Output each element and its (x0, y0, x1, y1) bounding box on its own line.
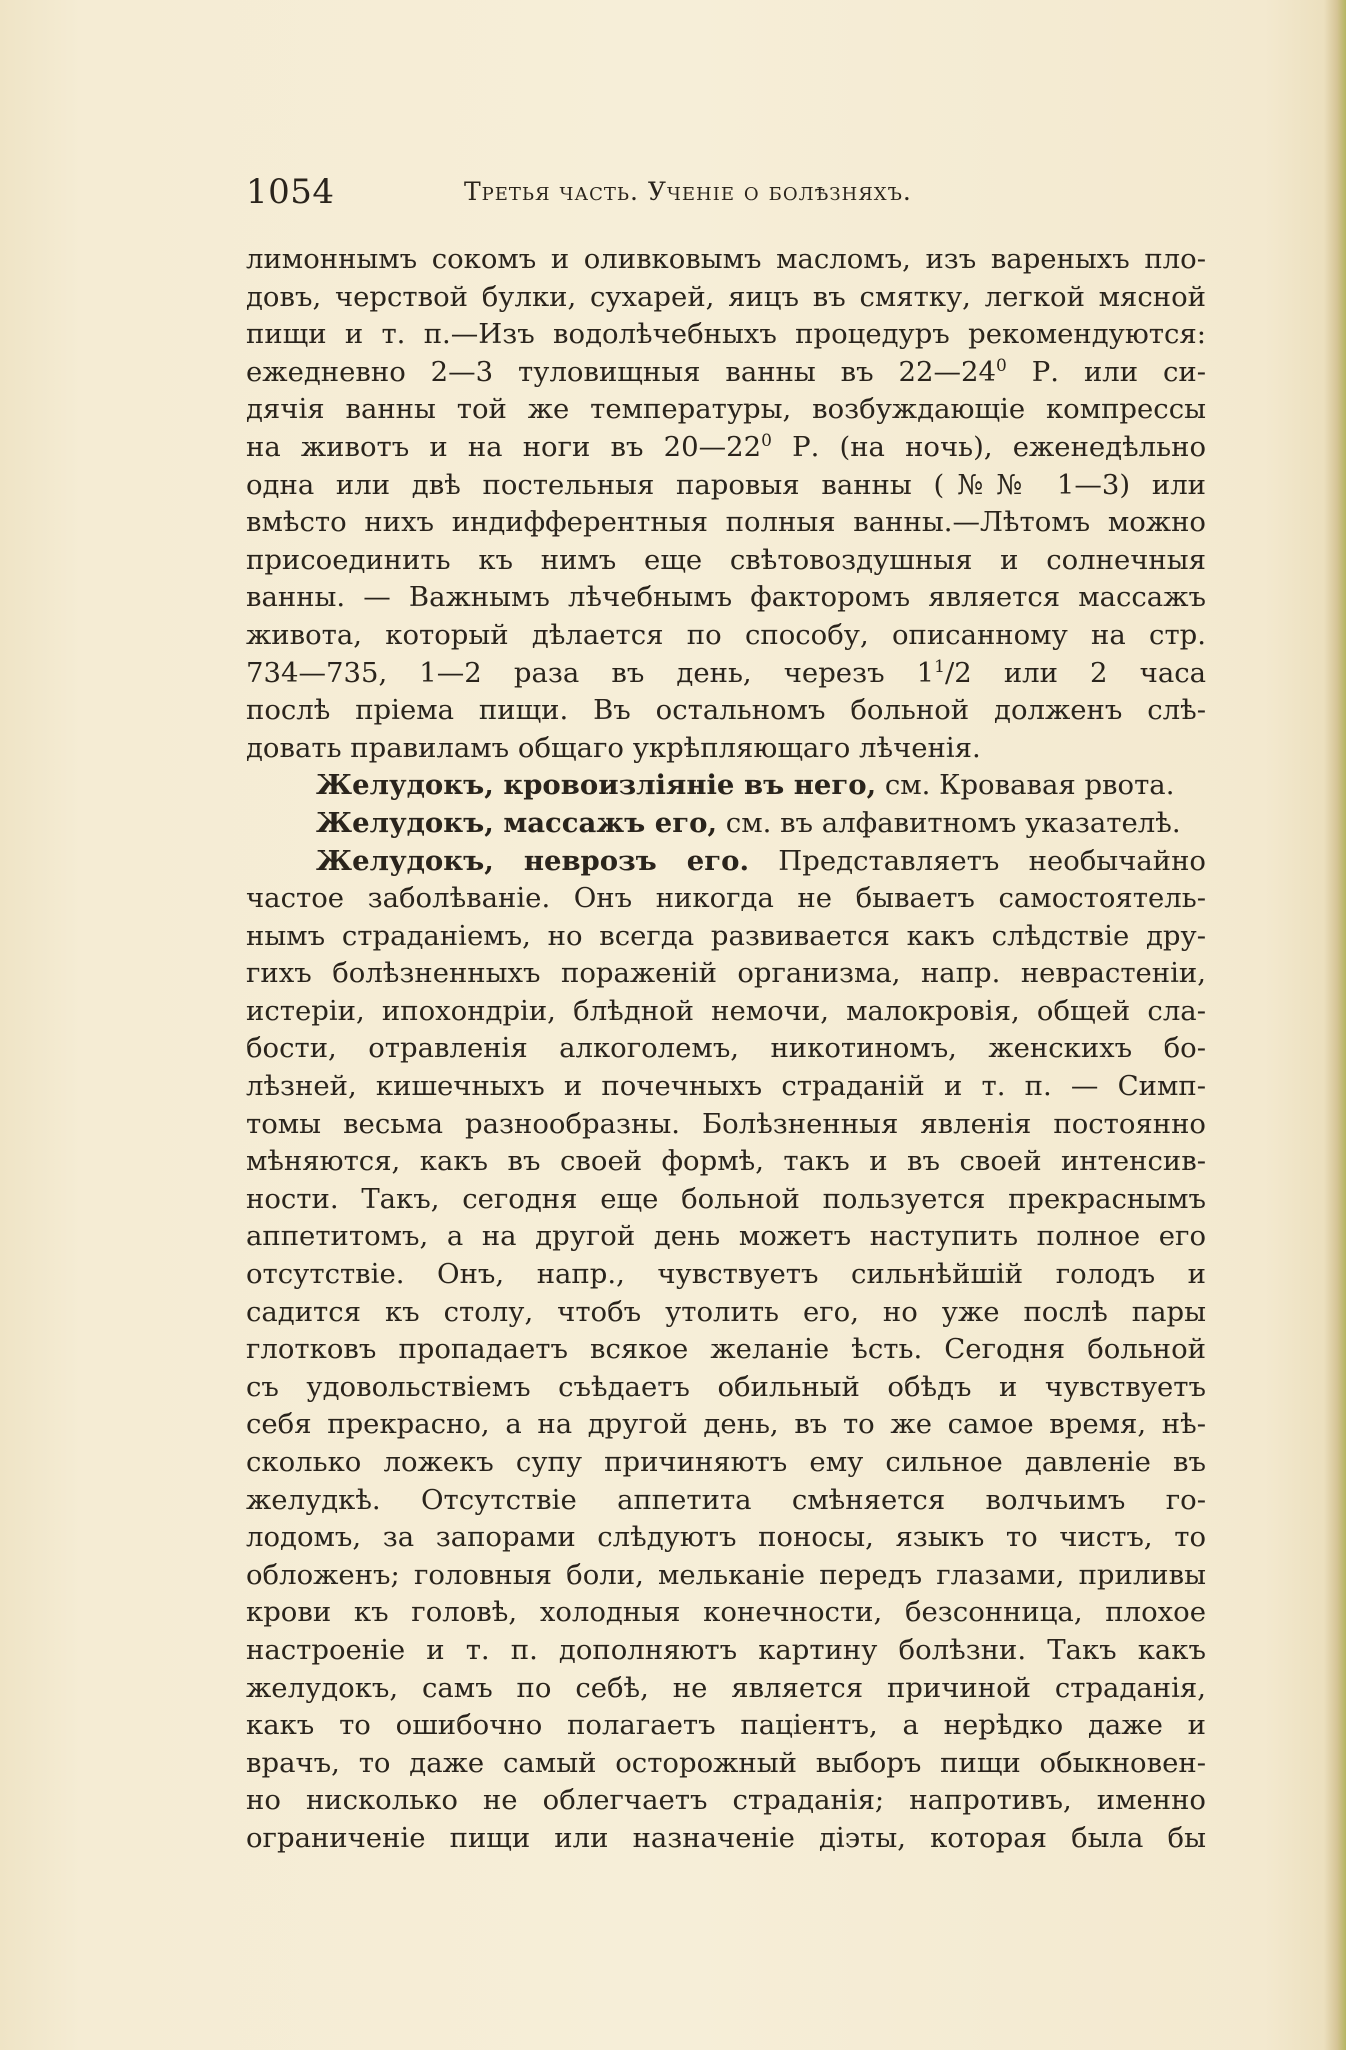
text-span: садится къ столу, чтобъ утолить его, но уже послѣ пары (246, 1295, 1206, 1328)
text-line (246, 1143, 1206, 1181)
text-span: бости, отравленія алкоголемъ, никотиномъ, женскихъ бо- (246, 1032, 1206, 1065)
text-line (246, 354, 1206, 392)
text-line (246, 993, 1206, 1031)
superscript: 0 (996, 355, 1007, 376)
text-span: настроеніе и т. п. дополняютъ картину болѣзни. Такъ какъ (246, 1633, 1206, 1666)
text-line (246, 955, 1206, 993)
text-span: на животъ и на ноги въ 20—22 (246, 430, 762, 463)
text-span: глотковъ пропадаетъ всякое желаніе ѣсть. Сегодня больной (246, 1333, 1206, 1366)
text-span: довъ, черствой булки, сухарей, яицъ въ смятку, легкой мясной (246, 280, 1206, 313)
text-span: Р. или си- (1006, 355, 1206, 388)
text-span: лѣзней, кишечныхъ и почечныхъ страданій и т. п. — Симп- (246, 1070, 1206, 1103)
text-span: сколько ложекъ супу причиняютъ ему сильное давленіе въ (246, 1446, 1206, 1478)
text-line (246, 1482, 1206, 1520)
text-line (246, 579, 1206, 617)
text-span: см. въ алфавитномъ указателѣ. (717, 806, 1181, 839)
text-span: присоединить къ нимъ еще свѣтовоздушныя и солнечныя (246, 543, 1206, 576)
text-line (246, 692, 1206, 730)
text-span: живота, который дѣлается по способу, описанному на стр. (246, 618, 1206, 651)
text-span: Р. (на ночь), еженедѣльно (771, 430, 1207, 463)
text-line (246, 1181, 1206, 1219)
text-line (246, 1331, 1206, 1369)
text-span: одна или двѣ постельныя паровыя ванны (№№ 1—3) или (246, 468, 1206, 501)
entry-line (246, 805, 1206, 843)
text-line (246, 241, 1206, 279)
text-line (246, 1782, 1206, 1820)
text-span: лимоннымъ сокомъ и оливковымъ масломъ, изъ вареныхъ пло- (246, 243, 1206, 275)
text-span: обложенъ; головныя боли, мельканіе передъ глазами, приливы (246, 1558, 1206, 1591)
text-line (246, 1594, 1206, 1632)
text-span: Представляетъ необычайно (749, 844, 1206, 877)
text-span: частое заболѣваніе. Онъ никогда не бываетъ самостоятель- (246, 882, 1206, 915)
text-line (246, 730, 1206, 768)
text-line (246, 1068, 1206, 1106)
text-span: вмѣсто нихъ индифферентныя полныя ванны.—Лѣтомъ можно (246, 506, 1206, 539)
text-span: крови къ головѣ, холодныя конечности, безсонница, плохое (246, 1596, 1206, 1629)
page-number: 1054 (246, 172, 335, 212)
text-line (246, 316, 1206, 354)
text-span: какъ то ошибочно полагаетъ паціентъ, а нерѣдко даже и (246, 1709, 1206, 1742)
text-span: ности. Такъ, сегодня еще больной пользуется прекраснымъ (246, 1182, 1206, 1215)
text-span: послѣ пріема пищи. Въ остальномъ больной долженъ слѣ- (246, 694, 1206, 727)
text-span: желудкѣ. Отсутствіе аппетита смѣняется волчьимъ го- (246, 1483, 1206, 1516)
text-span: истеріи, ипохондріи, блѣдной немочи, малокровія, общей сла- (246, 994, 1206, 1027)
page-edge-shadow (1324, 0, 1346, 2050)
running-header (246, 172, 1106, 218)
text-span: гихъ болѣзненныхъ пораженій организма, напр. неврастеніи, (246, 957, 1206, 990)
text-span: нымъ страданіемъ, но всегда развивается какъ слѣдствіе дру- (246, 919, 1206, 952)
text-line (246, 1820, 1206, 1858)
text-span: /2 или 2 часа (945, 656, 1207, 689)
text-line (246, 918, 1206, 956)
text-line (246, 1557, 1206, 1595)
text-line (246, 467, 1206, 505)
text-line (246, 1632, 1206, 1670)
text-line (246, 1369, 1206, 1407)
text-line (246, 1030, 1206, 1068)
text-span: 734—735, 1—2 раза въ день, черезъ 1 (246, 656, 935, 689)
text-line (246, 1707, 1206, 1745)
entry-heading: Желудокъ, кровоизліяніе въ него, (316, 769, 877, 802)
text-span: лодомъ, за запорами слѣдуютъ поносы, языкъ то чистъ, то (246, 1521, 1206, 1554)
text-span: ограниченіе пищи или назначеніе діэты, которая была бы (246, 1821, 1206, 1854)
text-span: пищи и т. п.—Изъ водолѣчебныхъ процедуръ рекомендуются: (246, 318, 1206, 351)
text-line (246, 1294, 1206, 1332)
text-span: дячія ванны той же температуры, возбуждающіе компрессы (246, 393, 1206, 426)
text-line (246, 391, 1206, 429)
text-line (246, 1444, 1206, 1482)
superscript: 0 (761, 430, 772, 451)
text-span: см. Кровавая рвота. (876, 769, 1175, 802)
text-line (246, 542, 1206, 580)
text-line (246, 429, 1206, 467)
text-line (246, 1745, 1206, 1783)
text-line (246, 1519, 1206, 1557)
entry-line (246, 843, 1206, 881)
text-span: съ удовольствіемъ съѣдаетъ обильный обѣдъ и чувствуетъ (246, 1370, 1206, 1403)
text-span: томы весьма разнообразны. Болѣзненныя явленія постоянно (246, 1107, 1206, 1140)
text-line (246, 279, 1206, 317)
text-span: аппетитомъ, а на другой день можетъ наступить полное его (246, 1220, 1206, 1253)
entry-heading: Желудокъ, неврозъ его. (316, 844, 750, 877)
text-span: мѣняются, какъ въ своей формѣ, такъ и въ своей интенсив- (246, 1145, 1206, 1178)
entry-line (246, 767, 1206, 805)
text-line (246, 1670, 1206, 1708)
text-span: ванны. — Важнымъ лѣчебнымъ факторомъ является массажъ (246, 581, 1206, 614)
text-span: себя прекрасно, а на другой день, въ то же самое время, нѣ- (246, 1408, 1206, 1441)
text-span: врачъ, то даже самый осторожный выборъ пищи обыкновен- (246, 1746, 1206, 1779)
entry-heading: Желудокъ, массажъ его, (316, 806, 718, 839)
text-line (246, 655, 1206, 693)
text-line (246, 504, 1206, 542)
text-span: желудокъ, самъ по себѣ, не является причиной страданія, (246, 1671, 1206, 1704)
superscript: 1 (934, 656, 945, 677)
text-line (246, 1218, 1206, 1256)
text-line (246, 880, 1206, 918)
text-line (246, 1106, 1206, 1144)
text-span: отсутствіе. Онъ, напр., чувствуетъ сильнѣйшій голодъ и (246, 1258, 1206, 1291)
text-span: ежедневно 2—3 туловищныя ванны въ 22—24 (246, 355, 997, 388)
text-line (246, 1256, 1206, 1294)
body-text (246, 241, 1206, 1858)
text-line (246, 617, 1206, 655)
text-span: но нисколько не облегчаетъ страданія; напротивъ, именно (246, 1784, 1206, 1817)
running-title: Третья часть. Ученіе о болѣзняхъ. (464, 177, 912, 206)
text-line (246, 1406, 1206, 1444)
text-span: довать правиламъ общаго укрѣпляющаго лѣченія. (246, 731, 981, 764)
